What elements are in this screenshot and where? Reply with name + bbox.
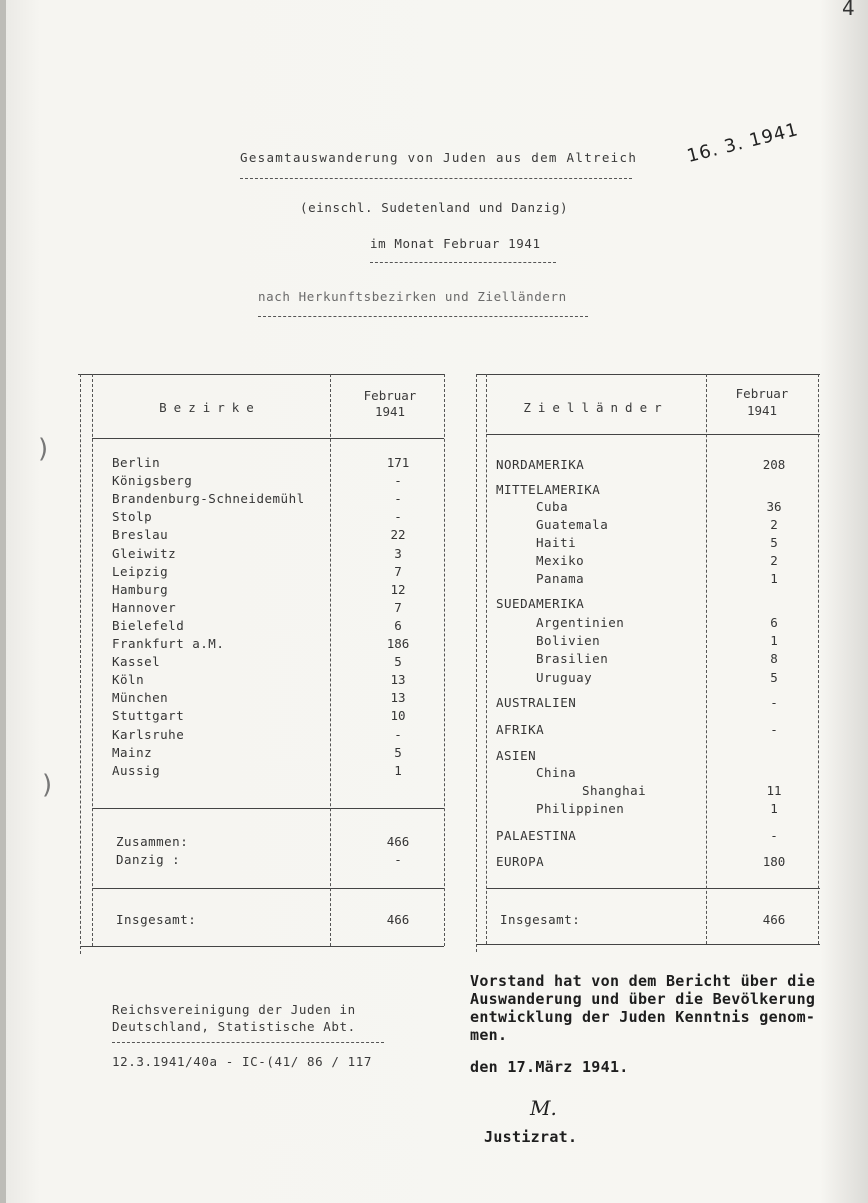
district-value: -	[394, 473, 402, 489]
district-value: -	[394, 509, 402, 525]
signature-title: Justizrat.	[484, 1128, 578, 1146]
destination-value: 6	[770, 615, 778, 630]
organization-line-1: Reichsvereinigung der Juden in	[112, 1002, 356, 1017]
destination-value: 1	[770, 633, 778, 648]
district-value: -	[394, 726, 402, 742]
reference-number: 12.3.1941/40a - IC-(41/ 86 / 117	[112, 1054, 373, 1069]
district-value: 13	[390, 690, 406, 706]
district-name: Königsberg	[112, 473, 193, 489]
district-name: Gleiwitz	[112, 545, 177, 561]
destination-name: SUEDAMERIKA	[496, 596, 585, 611]
period-underline	[370, 262, 556, 263]
district-value: 12	[390, 581, 406, 597]
district-name: Brandenburg-Schneidemühl	[112, 491, 305, 507]
destination-name: AUSTRALIEN	[496, 695, 577, 710]
destination-value: 8	[770, 651, 778, 666]
destination-name: China	[536, 765, 577, 780]
destination-value: 1	[770, 801, 778, 816]
document-period: im Monat Februar 1941	[370, 236, 541, 251]
district-value: 5	[394, 744, 402, 760]
district-name: Aussig	[112, 762, 161, 778]
district-value: 171	[386, 455, 410, 470]
document-breakdown: nach Herkunftsbezirken und Zielländern	[258, 289, 567, 304]
district-name: Kassel	[112, 654, 161, 670]
district-value: 5	[394, 654, 402, 670]
district-value: 10	[390, 708, 406, 724]
page-edge	[0, 0, 6, 1203]
destination-name: Shanghai	[582, 783, 647, 798]
document-subtitle: (einschl. Sudetenland und Danzig)	[300, 200, 569, 215]
district-name: Stolp	[112, 509, 153, 525]
district-name: Hannover	[112, 599, 177, 615]
district-value: 6	[394, 617, 402, 633]
district-value: 3	[394, 545, 402, 561]
destination-value: 2	[770, 553, 778, 568]
subtotal-label: Zusammen:	[116, 834, 189, 849]
acknowledgement-line: men.	[470, 1026, 508, 1044]
destination-value: 11	[766, 783, 782, 798]
right-total-label: Insgesamt:	[500, 912, 581, 927]
district-name: Köln	[112, 672, 145, 688]
destination-name: PALAESTINA	[496, 828, 577, 843]
destination-value: 2	[770, 517, 778, 532]
district-value: 7	[394, 563, 402, 579]
column-header-month: Februar	[363, 388, 417, 403]
destination-name: Panama	[536, 571, 585, 586]
document-title: Gesamtauswanderung von Juden aus dem Altreich	[240, 150, 638, 165]
destination-name: Uruguay	[536, 670, 593, 685]
organization-line-2: Deutschland, Statistische Abt.	[112, 1019, 356, 1034]
organization-underline	[112, 1042, 384, 1043]
district-value: 22	[390, 527, 406, 543]
destination-name: Bolivien	[536, 633, 601, 648]
destination-name: Haiti	[536, 535, 577, 550]
destination-value: -	[770, 722, 778, 737]
district-value: 1	[394, 762, 402, 778]
destination-value: 208	[762, 457, 786, 472]
subtotal-value: 466	[386, 834, 410, 849]
left-total-label: Insgesamt:	[116, 912, 197, 927]
destination-value: 1	[770, 571, 778, 586]
column-header-year: 1941	[746, 403, 778, 418]
destination-name: MITTELAMERIKA	[496, 482, 601, 497]
acknowledgement-line: Vorstand hat von dem Bericht über die	[470, 972, 816, 990]
destination-value: 5	[770, 535, 778, 550]
destination-value: 36	[766, 499, 782, 514]
destination-value: 180	[762, 854, 786, 869]
destination-value: 5	[770, 670, 778, 685]
destination-value: -	[770, 695, 778, 710]
district-name: Bielefeld	[112, 617, 185, 633]
acknowledgement-line: entwicklung der Juden Kenntnis genom-	[470, 1008, 816, 1026]
punch-hole-mark: )	[42, 770, 53, 800]
destination-name: Argentinien	[536, 615, 625, 630]
column-header-year: 1941	[374, 404, 406, 419]
district-name: München	[112, 690, 169, 706]
destination-name: AFRIKA	[496, 722, 545, 737]
destination-name: EUROPA	[496, 854, 545, 869]
district-name: Hamburg	[112, 581, 169, 597]
district-value: 13	[390, 672, 406, 688]
destination-value: -	[770, 828, 778, 843]
date-stamp: 16. 3. 1941	[684, 119, 801, 167]
district-name: Breslau	[112, 527, 169, 543]
destination-name: ASIEN	[496, 748, 537, 763]
district-value: 7	[394, 599, 402, 615]
handwritten-initials: M.	[530, 1096, 557, 1120]
right-total-value: 466	[762, 912, 786, 927]
district-value: -	[394, 491, 402, 507]
district-name: Karlsruhe	[112, 726, 185, 742]
district-name: Frankfurt a.M.	[112, 636, 225, 651]
destination-name: Guatemala	[536, 517, 609, 532]
destination-name: NORDAMERIKA	[496, 457, 585, 472]
left-total-value: 466	[386, 912, 410, 927]
district-value: 186	[386, 636, 410, 651]
column-header-districts: Bezirke	[159, 400, 261, 415]
district-name: Berlin	[112, 455, 161, 470]
page-number: 4	[842, 0, 855, 20]
acknowledgement-line: Auswanderung und über die Bevölkerung	[470, 990, 816, 1008]
destination-name: Philippinen	[536, 801, 625, 816]
title-underline	[240, 178, 632, 179]
acknowledgement-date: den 17.März 1941.	[470, 1058, 629, 1076]
punch-hole-mark: )	[38, 434, 49, 464]
danzig-value: -	[394, 852, 402, 867]
column-header-destinations: Zielländer	[523, 400, 669, 415]
column-header-month: Februar	[735, 386, 789, 401]
breakdown-underline	[258, 316, 588, 317]
district-name: Stuttgart	[112, 708, 185, 724]
district-name: Mainz	[112, 744, 153, 760]
danzig-label: Danzig :	[116, 852, 181, 867]
district-name: Leipzig	[112, 563, 169, 579]
destination-name: Cuba	[536, 499, 569, 514]
destination-name: Mexiko	[536, 553, 585, 568]
destination-name: Brasilien	[536, 651, 609, 666]
